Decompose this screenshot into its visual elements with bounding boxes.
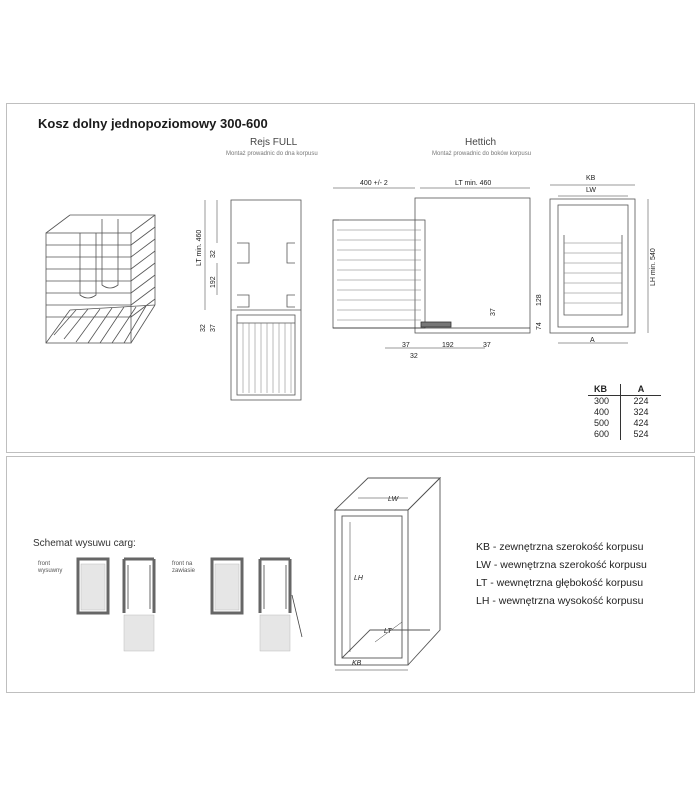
rejs-dim-32b: 32 [200, 324, 207, 332]
rejs-dim-37: 37 [210, 324, 217, 332]
front-dim-kb: KB [586, 175, 596, 182]
table-cell: 424 [633, 418, 649, 428]
page-title: Kosz dolny jednopoziomowy 300-600 [38, 116, 268, 131]
front-view [540, 175, 660, 355]
hettich-dim-400: 400 +/- 2 [360, 180, 388, 187]
table-cell: 524 [633, 429, 649, 439]
front-dim-128: 128 [536, 294, 543, 306]
hettich-title: Hettich [465, 137, 497, 148]
hettich-bottom-192: 192 [442, 342, 454, 349]
hettich-dim-37: 37 [490, 308, 497, 316]
hettich-bottom-32: 32 [410, 353, 418, 360]
table-row [588, 396, 661, 408]
schema-front-na-zawiasie: front na zawiasie [172, 561, 196, 574]
table-cell: 300 [588, 396, 621, 408]
table-cell: 500 [588, 418, 621, 429]
rejs-dim-lt: LT min. 460 [196, 229, 203, 266]
cabinet-lh: LH [354, 575, 363, 582]
hettich-subtitle: Montaż prowadnic do boków korpusu [432, 151, 532, 157]
hettich-side-view [325, 180, 535, 370]
rejs-subtitle: Montaż prowadnic do dna korpusu [226, 151, 318, 157]
front-dim-lh: LH min. 540 [650, 248, 657, 286]
front-dim-lw: LW [586, 187, 596, 194]
cabinet-lw: LW [388, 496, 399, 503]
legend-lt: LT - wewnętrzna głębokość korpusu [476, 577, 644, 589]
cabinet-lt: LT [384, 628, 392, 635]
legend-lw: LW - wewnętrzna szerokość korpusu [476, 559, 647, 571]
rejs-side-view [195, 195, 325, 410]
front-dim-74: 74 [536, 322, 543, 330]
table-row [588, 407, 661, 418]
cabinet-illustration [320, 470, 450, 680]
front-dim-a: A [590, 337, 595, 344]
legend-kb: KB - zewnętrzna szerokość korpusu [476, 541, 644, 553]
table-row [588, 429, 661, 440]
rejs-title: Rejs FULL [250, 137, 298, 148]
hettich-bottom-37a: 37 [402, 342, 410, 349]
schema-title: Schemat wysuwu carg: [33, 538, 136, 549]
hettich-bottom-37b: 37 [483, 342, 491, 349]
kb-a-table [588, 384, 661, 440]
cabinet-kb: KB [352, 660, 362, 667]
table-row [588, 418, 661, 429]
basket-illustration [40, 205, 170, 345]
table-cell: 600 [588, 429, 621, 440]
rejs-dim-32a: 32 [210, 250, 217, 258]
table-cell: 224 [633, 396, 649, 406]
table-header-a: A [621, 384, 662, 396]
table-header-kb: KB [588, 384, 621, 396]
table-cell: 400 [588, 407, 621, 418]
legend-lh: LH - wewnętrzna wysokość korpusu [476, 595, 644, 607]
rejs-dim-192: 192 [210, 276, 217, 288]
schema-front-wysuwny: front wysuwny [38, 561, 63, 574]
schema-drawings [70, 555, 320, 655]
table-cell: 324 [633, 407, 649, 417]
hettich-dim-lt: LT min. 460 [455, 180, 492, 187]
